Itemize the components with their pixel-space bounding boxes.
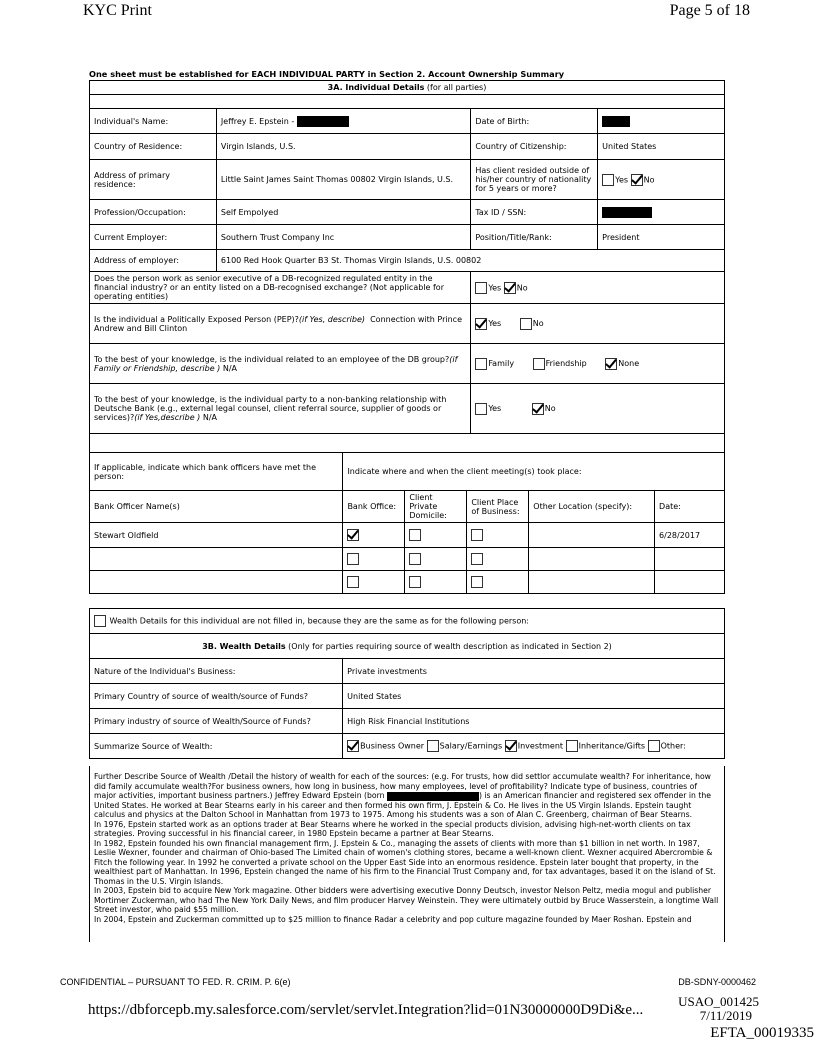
industry-value: High Risk Financial Institutions [343, 709, 725, 734]
meeting-location-question: Indicate where and when the client meeting(s) took place: [343, 453, 725, 491]
resided-no-checkbox[interactable] [631, 174, 643, 186]
private-domicile-checkbox[interactable] [409, 529, 421, 541]
place-of-business-checkbox[interactable] [471, 529, 483, 541]
same-as-row: Wealth Details for this individual are not filled in, because they are the same as for the following person: [90, 609, 725, 634]
nonbank-no-checkbox[interactable] [532, 403, 544, 415]
private-domicile-checkbox[interactable] [409, 576, 421, 588]
col-other-location: Other Location (specify): [529, 491, 655, 523]
family-checkbox[interactable] [475, 358, 487, 370]
employer-address-value: 6100 Red Hook Quarter B3 St. Thomas Virgin Islands, U.S. 00802 [216, 250, 724, 272]
redaction-box [602, 207, 652, 218]
table-row [90, 571, 725, 594]
meeting-date [655, 571, 725, 594]
citizenship-label: Country of Citizenship: [471, 134, 598, 160]
wealth-details-table [89, 608, 725, 759]
resided-options: Yes No [598, 160, 725, 200]
business-owner-checkbox[interactable] [347, 740, 359, 752]
nature-value: Private investments [343, 659, 725, 684]
bank-office-checkbox[interactable] [347, 553, 359, 565]
officer-name [90, 548, 343, 571]
name-value: Jeffrey E. Epstein - [216, 109, 470, 134]
source-url: https://dbforcepb.my.salesforce.com/servlet/servlet.Integration?lid=01N30000000D9Di&e... [88, 1002, 644, 1018]
bates-number: DB-SDNY-0000462 [678, 977, 756, 987]
section-3b-header: 3B. Wealth Details (Only for parties requiring source of wealth description as indicated in Section 2) [90, 634, 725, 659]
print-header-title: KYC Print [83, 2, 152, 19]
senior-yes-checkbox[interactable] [475, 282, 487, 294]
redaction-box [602, 116, 630, 127]
pep-yes-checkbox[interactable] [475, 318, 487, 330]
senior-no-checkbox[interactable] [504, 282, 516, 294]
confidential-notice: CONFIDENTIAL – PURSUANT TO FED. R. CRIM. P. 6(e) [60, 977, 291, 987]
citizenship-value: United States [598, 134, 725, 160]
bank-office-checkbox[interactable] [347, 529, 359, 541]
profession-label: Profession/Occupation: [90, 200, 217, 225]
col-place-of-business: Client Place of Business: [467, 491, 529, 523]
employer-address-label: Address of employer: [90, 250, 217, 272]
source-of-wealth-narrative: Further Describe Source of Wealth /Detail the history of wealth for each of the sources: (e.g. For trusts, how did settlor accumulate wealth? For inheritance, how did family accumulate wealth?For business owners, how long in business, how many employees, level of profitability? Indicate type of business, countries of major activities, important business partners.) Jeffrey Edward Epstein (born ) is an American financier and registered sex offender in the United States. He worked at Bear Stearns early in his career and then formed his own firm, J. Epstein & Co. He lives in the US Virgin Islands. Epstein taught calculus and physics at the Dalton School in Manhattan from 1973 to 1975. Among his students was a son of Alan C. Greenberg, chairman of Bear Stearns. In 1976, Epstein started work as an options trader at Bear Stearns where he worked in the special products division, advising high-net-worth clients on tax strategies. Proving successful in his financial career, in 1980 Epstein became a partner at Bear Stearns. In 1982, Epstein founded his own financial management firm, J. Epstein & Co., managing the assets of clients with more than $1 billion in net worth. In 1987, Leslie Wexner, founder and chairman of Ohio-based The Limited chain of women's clothing stores, became a well-known client. Wexner acquired Abercrombie & Fitch the following year. In 1992 he converted a private school on the Upper East Side into an enormous residence. Epstein later bought that property, in the wealthiest part of Manhattan. In 1996, Epstein changed the name of his firm to the Financial Trust Company and, for tax advantages, based it on the island of St. Thomas in the U.S. Virgin Islands. In 2003, Epstein bid to acquire New York magazine. Other bidders were advertising executive Donny Deutsch, investor Nelson Peltz, media mogul and publisher Mortimer Zuckerman, who had The New York Daily News, and film producer Harvey Weinstein. They were ultimately outbid by Bruce Wasserstein, a longtime Wall Street investor, who paid $55 million. In 2004, Epstein and Zuckerman committed up to $25 million to finance Radar a celebrity and pop culture magazine founded by Maer Roshan. Epstein and [89, 766, 725, 942]
col-bank-office: Bank Office: [343, 491, 405, 523]
col-private-domicile: Client Private Domicile: [405, 491, 467, 523]
taxid-value [598, 200, 725, 225]
nonbank-yes-checkbox[interactable] [475, 403, 487, 415]
meeting-date: 6/28/2017 [655, 523, 725, 548]
summary-options: Business Owner Salary/Earnings Investment Inheritance/Gifts Other: [343, 734, 725, 759]
salary-checkbox[interactable] [427, 740, 439, 752]
position-value: President [598, 225, 725, 250]
meeting-table [89, 452, 725, 594]
none-checkbox[interactable] [605, 358, 617, 370]
resided-yes-checkbox[interactable] [602, 174, 614, 186]
other-location-cell [529, 548, 655, 571]
page-number: Page 5 of 18 [669, 2, 750, 19]
employer-value: Southern Trust Company Inc [216, 225, 470, 250]
usao-number: USAO_001425 [678, 994, 759, 1009]
table-row [90, 548, 725, 571]
print-date: 7/11/2019 [699, 1008, 752, 1023]
related-options: Family Friendship None [471, 344, 725, 384]
address-value: Little Saint James Saint Thomas 00802 Virgin Islands, U.S. [216, 160, 470, 200]
pep-no-checkbox[interactable] [520, 318, 532, 330]
redaction-box [297, 116, 349, 127]
same-as-checkbox[interactable] [94, 615, 106, 627]
resided-question: Has client resided outside of his/her country of nationality for 5 years or more? [471, 160, 598, 200]
employer-label: Current Employer: [90, 225, 217, 250]
inheritance-checkbox[interactable] [566, 740, 578, 752]
name-label: Individual's Name: [90, 109, 217, 134]
col-officer-name: Bank Officer Name(s) [90, 491, 343, 523]
section-3a-header: 3A. Individual Details (for all parties) [90, 81, 725, 95]
friendship-checkbox[interactable] [533, 358, 545, 370]
place-of-business-checkbox[interactable] [471, 576, 483, 588]
related-question: To the best of your knowledge, is the individual related to an employee of the DB group?(if Family or Friendship, describe ) N/A [90, 344, 471, 384]
place-of-business-checkbox[interactable] [471, 553, 483, 565]
individual-details-table [89, 80, 725, 458]
efta-number: EFTA_00019335 [710, 1025, 814, 1041]
bank-office-checkbox[interactable] [347, 576, 359, 588]
instruction-text: One sheet must be established for EACH INDIVIDUAL PARTY in Section 2. Account Ownership Summary [89, 69, 565, 79]
senior-exec-options: Yes No [471, 272, 725, 304]
redaction-box [387, 792, 479, 801]
nonbank-options: Yes No [471, 384, 725, 434]
officer-name: Stewart Oldfield [90, 523, 343, 548]
profession-value: Self Empolyed [216, 200, 470, 225]
meeting-date [655, 548, 725, 571]
nonbank-question: To the best of your knowledge, is the individual party to a non-banking relationship with Deutsche Bank (e.g., external legal counsel, client referral source, supplier of goods or services)?(if Yes,describe ) N/A [90, 384, 471, 434]
residence-value: Virgin Islands, U.S. [216, 134, 470, 160]
taxid-label: Tax ID / SSN: [471, 200, 598, 225]
officers-question: If applicable, indicate which bank officers have met the person: [90, 453, 343, 491]
pep-options: Yes No [471, 304, 725, 344]
dob-label: Date of Birth: [471, 109, 598, 134]
other-location-cell [529, 523, 655, 548]
other-checkbox[interactable] [648, 740, 660, 752]
senior-exec-question: Does the person work as senior executive of a DB-recognized regulated entity in the financial industry? or an entity listed on a DB-recognised exchange? (Not applicable for operating entities) [90, 272, 471, 304]
officer-name [90, 571, 343, 594]
nature-label: Nature of the Individual's Business: [90, 659, 343, 684]
residence-label: Country of Residence: [90, 134, 217, 160]
country-label: Primary Country of source of wealth/source of Funds? [90, 684, 343, 709]
pep-question: Is the individual a Politically Exposed Person (PEP)?(if Yes, describe) Connection with Prince Andrew and Bill Clinton [90, 304, 471, 344]
other-location-cell [529, 571, 655, 594]
dob-value [598, 109, 725, 134]
address-label: Address of primary residence: [90, 160, 217, 200]
industry-label: Primary industry of source of Wealth/Source of Funds? [90, 709, 343, 734]
position-label: Position/Title/Rank: [471, 225, 598, 250]
summary-label: Summarize Source of Wealth: [90, 734, 343, 759]
table-row [90, 523, 725, 548]
private-domicile-checkbox[interactable] [409, 553, 421, 565]
country-value: United States [343, 684, 725, 709]
col-date: Date: [655, 491, 725, 523]
investment-checkbox[interactable] [505, 740, 517, 752]
